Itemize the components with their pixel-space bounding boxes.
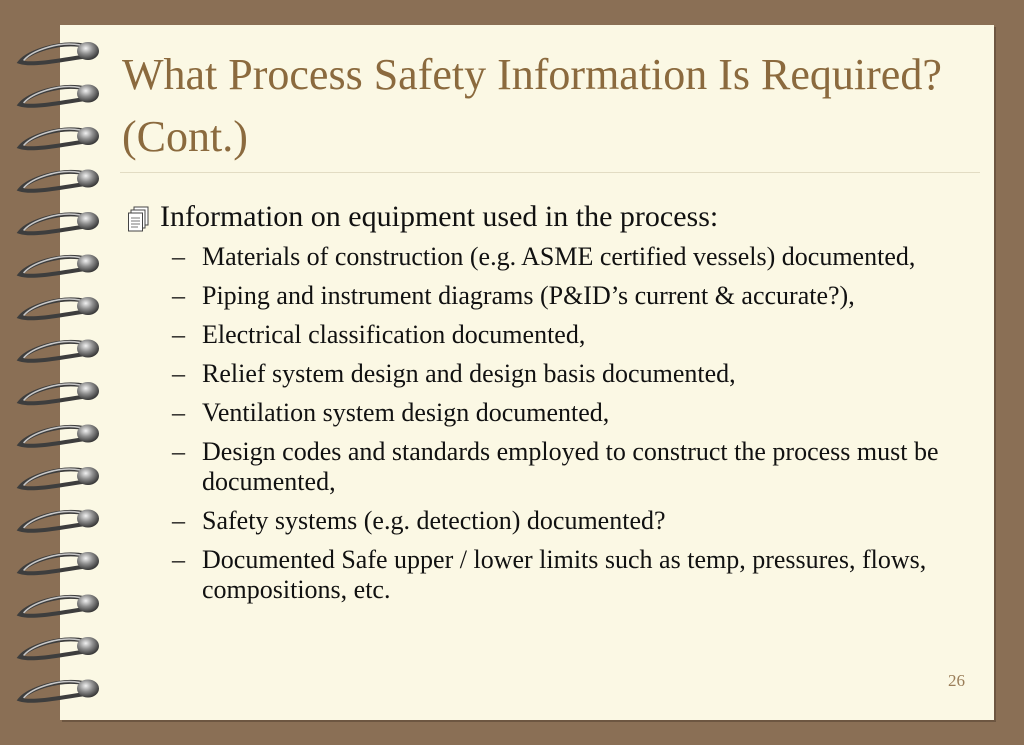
main-bullet-text: Information on equipment used in the process:	[160, 200, 719, 233]
document-stack-icon	[128, 206, 150, 232]
spiral-ring-icon	[20, 42, 99, 63]
spiral-ring-icon	[20, 510, 99, 531]
dash-marker: –	[172, 506, 185, 535]
spiral-ring-icon	[20, 637, 99, 658]
spiral-binding-icon	[0, 0, 120, 745]
dash-marker: –	[172, 545, 185, 574]
sub-bullet-item	[122, 506, 972, 536]
sub-bullet-item	[122, 242, 972, 272]
sub-bullet-text: Relief system design and design basis documented,	[202, 359, 736, 388]
dash-marker: –	[172, 437, 185, 466]
sub-bullet-item	[122, 359, 972, 389]
main-bullet	[122, 198, 972, 236]
title-divider	[120, 172, 980, 173]
sub-bullet-text: Documented Safe upper / lower limits such as temp, pressures, flows, compositions, etc.	[202, 545, 927, 604]
dash-marker: –	[172, 320, 185, 349]
spiral-ring-icon	[20, 170, 99, 191]
dash-marker: –	[172, 359, 185, 388]
spiral-ring-icon	[20, 127, 99, 148]
sub-bullet-item	[122, 281, 972, 311]
spiral-ring-icon	[20, 680, 99, 701]
slide-content	[122, 198, 972, 614]
dash-marker: –	[172, 281, 185, 310]
sub-bullet-text: Ventilation system design documented,	[202, 398, 610, 427]
spiral-ring-icon	[20, 467, 99, 488]
page-number: 26	[948, 671, 965, 690]
spiral-ring-icon	[20, 297, 99, 318]
spiral-ring-icon	[20, 552, 99, 573]
sub-bullet-text: Safety systems (e.g. detection) documented?	[202, 506, 666, 535]
sub-bullet-item	[122, 545, 972, 605]
sub-bullet-item	[122, 437, 972, 497]
sub-bullet-text: Materials of construction (e.g. ASME certified vessels) documented,	[202, 242, 916, 271]
sub-bullet-list	[122, 242, 972, 605]
dash-marker: –	[172, 242, 185, 271]
sub-bullet-item	[122, 398, 972, 428]
spiral-ring-icon	[20, 340, 99, 361]
spiral-ring-icon	[20, 85, 99, 106]
spiral-ring-icon	[20, 255, 99, 276]
spiral-ring-icon	[20, 595, 99, 616]
sub-bullet-text: Electrical classification documented,	[202, 320, 586, 349]
slide-title: What Process Safety Information Is Required? (Cont.)	[122, 50, 942, 161]
sub-bullet-item	[122, 320, 972, 350]
spiral-ring-icon	[20, 425, 99, 446]
spiral-ring-icon	[20, 212, 99, 233]
sub-bullet-text: Piping and instrument diagrams (P&ID’s current & accurate?),	[202, 281, 855, 310]
spiral-ring-icon	[20, 382, 99, 403]
sub-bullet-text: Design codes and standards employed to construct the process must be documented,	[202, 437, 939, 496]
dash-marker: –	[172, 398, 185, 427]
